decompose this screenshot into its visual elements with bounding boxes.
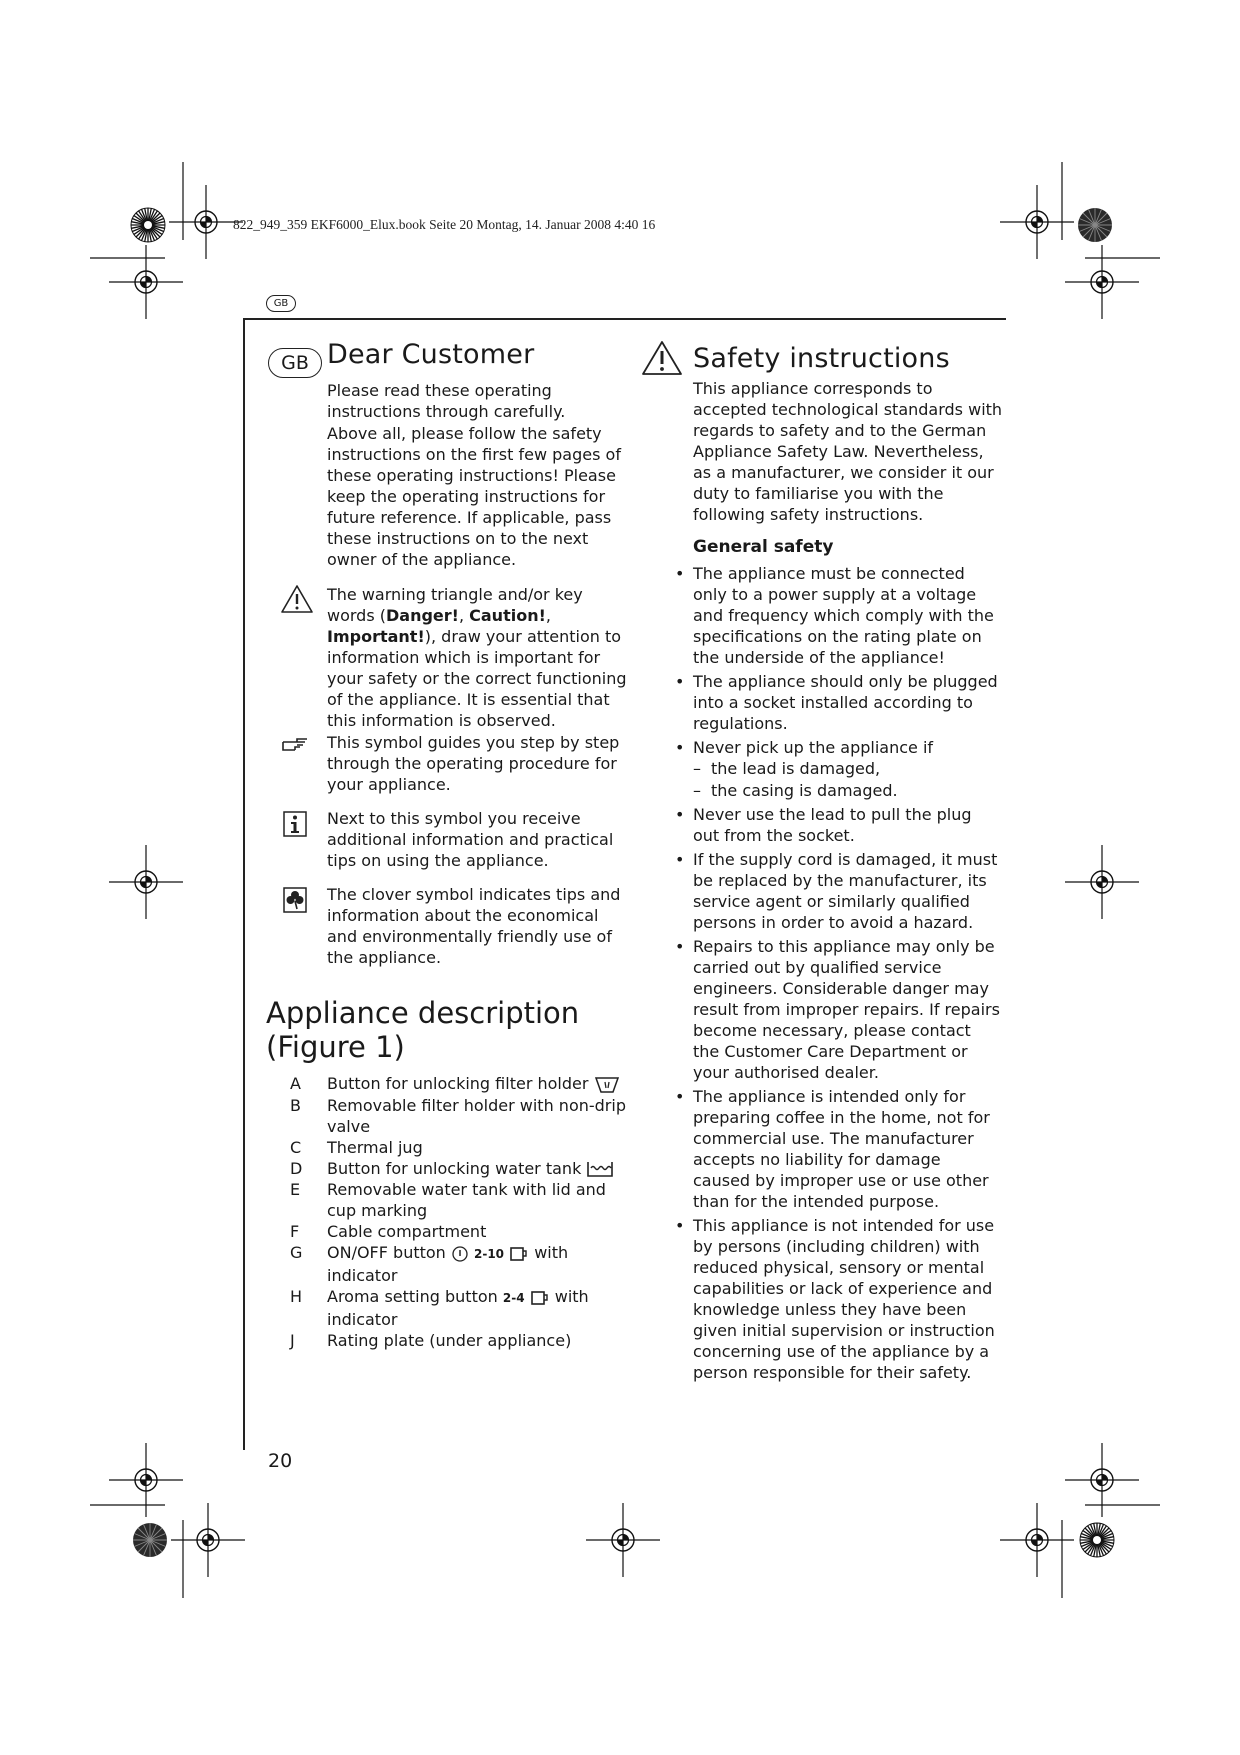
part-letter: E	[290, 1180, 301, 1199]
part-text: Thermal jug	[327, 1137, 423, 1157]
warning-post: ), draw your attention to information which is important for your safety or the correct functioning of the appliance. It is essential that this information is observed.	[327, 627, 627, 730]
part-text: Removable filter holder with non-drip valve	[327, 1095, 626, 1136]
part-letter: C	[290, 1137, 302, 1157]
part-item	[266, 1158, 628, 1180]
part-text: Cable compartment	[327, 1222, 487, 1241]
safety-bullet	[673, 804, 1001, 846]
water-tank-icon	[586, 1159, 614, 1179]
info-paragraph: Next to this symbol you receive additional information and practical tips on using the appliance.	[327, 809, 614, 870]
safety-bullet	[673, 671, 1001, 734]
part-text-post: with indicator	[327, 1243, 569, 1285]
dear-customer-title: Dear Customer	[327, 339, 535, 370]
safety-bullet-text: Never use the lead to pull the plug out from the socket.	[693, 805, 972, 845]
appliance-title-line-2: (Figure 1)	[266, 1030, 405, 1064]
part-letter: J	[290, 1331, 295, 1350]
keyword-important: Important!	[327, 627, 425, 646]
step-paragraph: This symbol guides you step by step through the operating procedure for your appliance.	[327, 733, 620, 794]
safety-bullet	[673, 936, 1001, 1083]
part-letter: A	[290, 1074, 301, 1093]
part-item	[266, 1179, 628, 1221]
part-letter: B	[290, 1095, 301, 1115]
part-item	[266, 1137, 628, 1158]
safety-bullet	[673, 737, 1001, 801]
warning-triangle-icon	[280, 584, 314, 614]
safety-bullet	[673, 1086, 1001, 1212]
margin-rule	[243, 318, 245, 1450]
power-icon	[451, 1245, 469, 1263]
intro-paragraph-1: Please read these operating instructions through carefully.	[327, 381, 566, 421]
part-text: Button for unlocking filter holder	[327, 1074, 589, 1093]
warning-comma-2: ,	[545, 606, 551, 625]
part-text: Removable water tank with lid and cup marking	[327, 1180, 606, 1220]
part-item	[266, 1095, 628, 1137]
general-safety-subtitle: General safety	[693, 537, 834, 557]
warning-comma-1: ,	[458, 606, 470, 625]
keyword-caution: Caution!	[469, 606, 546, 625]
country-badge-small: GB	[266, 295, 296, 312]
safety-intro: This appliance corresponds to accepted technological standards with regards to safety and to the German Appliance Safety Law. Nevertheless, as a manufacturer, we consider it our duty to familiarise you with the following safety instructions.	[693, 379, 1003, 524]
warning-pre: The warning triangle and/or key words (	[327, 585, 583, 625]
part-letter: F	[290, 1222, 300, 1241]
safety-bullet	[673, 849, 1001, 933]
warning-paragraph	[327, 584, 627, 731]
safety-bullet-text: Never pick up the appliance if	[693, 738, 934, 757]
part-text-post: with indicator	[327, 1287, 589, 1329]
part-text: Button for unlocking water tank	[327, 1158, 582, 1178]
filter-holder-icon	[594, 1075, 620, 1095]
safety-bullet-text: If the supply cord is damaged, it must be replaced by the manufacturer, its service agent or similarly qualified persons in order to avoid a hazard.	[693, 850, 998, 932]
cup-range-symbol: 2-10	[474, 1247, 505, 1261]
safety-bullet-list	[673, 563, 1001, 1384]
pickup-sub-list	[693, 758, 1001, 801]
warning-triangle-icon	[641, 340, 683, 376]
part-item	[266, 1286, 628, 1330]
keyword-danger: Danger!	[386, 606, 459, 625]
safety-bullet-text: Repairs to this appliance may only be carried out by qualified service engineers. Considerable danger may result from improper repairs. If repairs become necessary, please contact the Customer Care Department or your authorised dealer.	[693, 937, 1000, 1082]
appliance-description-title	[266, 996, 579, 1064]
safety-bullet-text: This appliance is not intended for use by persons (including children) with reduced physical, sensory or mental capabilities or lack of experience and knowledge unless they have been given initial supervision or instruction concerning use of the appliance by a person responsible for their safety.	[693, 1216, 995, 1382]
part-text-pre: Aroma setting button	[327, 1287, 498, 1306]
cup-icon	[509, 1246, 529, 1262]
clover-paragraph: The clover symbol indicates tips and information about the economical and environmentally friendly use of the appliance.	[327, 885, 621, 967]
safety-bullet-text: The appliance is intended only for preparing coffee in the home, not for commercial use. The manufacturer accepts no liability for damage caused by improper use or use other than for the intended purpose.	[693, 1087, 990, 1211]
part-item	[266, 1221, 628, 1242]
safety-bullet	[673, 1215, 1001, 1383]
part-item	[266, 1073, 628, 1095]
safety-bullet-text: The appliance must be connected only to a power supply at a voltage and frequency which comply with the specifications on the rating plate on the underside of the appliance!	[693, 564, 994, 667]
print-header: 822_949_359 EKF6000_Elux.book Seite 20 Montag, 14. Januar 2008 4:40 16	[233, 217, 656, 232]
sub-item: – the casing is damaged.	[693, 780, 1001, 801]
part-text: Rating plate (under appliance)	[327, 1331, 572, 1350]
header-rule	[244, 318, 1006, 320]
part-item	[266, 1242, 628, 1286]
sub-item: – the lead is damaged,	[693, 758, 1001, 779]
part-letter: G	[290, 1243, 303, 1262]
parts-list	[266, 1073, 628, 1351]
part-item	[266, 1330, 628, 1351]
safety-bullet-text: The appliance should only be plugged into a socket installed according to regulations.	[693, 672, 998, 733]
country-badge: GB	[268, 348, 322, 378]
pointing-hand-icon	[281, 736, 311, 754]
clover-icon	[283, 887, 307, 913]
info-icon	[283, 811, 307, 837]
safety-instructions-title: Safety instructions	[693, 343, 950, 374]
page-number: 20	[268, 1450, 293, 1472]
cup-icon	[530, 1290, 550, 1306]
appliance-title-line-1: Appliance description	[266, 996, 580, 1030]
intro-paragraph-2: Above all, please follow the safety instructions on the first few pages of these operating instructions! Please keep the operating instructions for future reference. If applicable, pass these instructions on to the next owner of the appliance.	[327, 424, 621, 569]
part-letter: D	[290, 1158, 303, 1178]
part-letter: H	[290, 1287, 303, 1306]
part-text-pre: ON/OFF button	[327, 1243, 446, 1262]
aroma-range-symbol: 2-4	[502, 1291, 525, 1305]
safety-bullet	[673, 563, 1001, 668]
